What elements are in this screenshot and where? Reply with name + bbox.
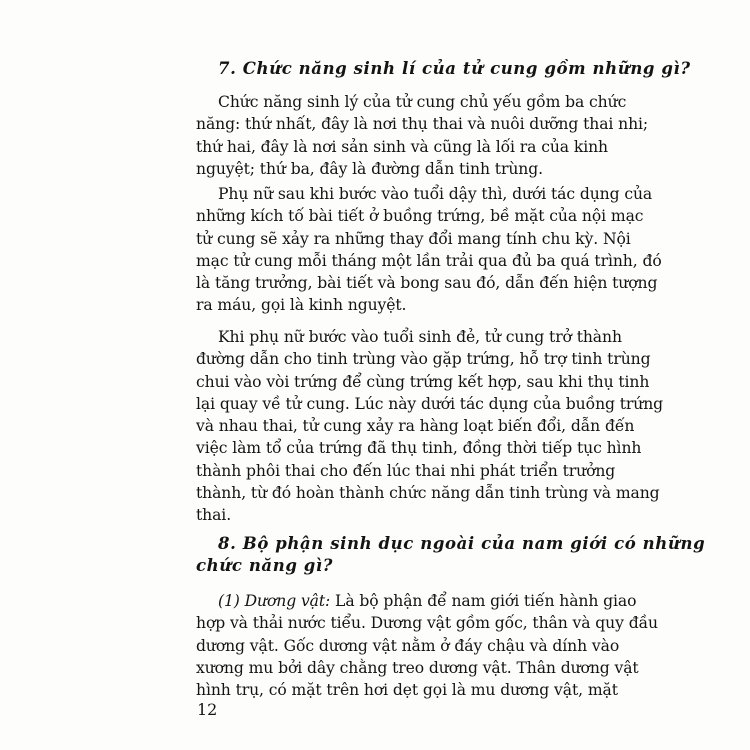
text-line: xương mu bởi dây chằng treo dương vật. Thân dương vật [196, 658, 639, 677]
text-line: tử cung sẽ xảy ra những thay đổi mang tính chu kỳ. Nội [196, 229, 631, 248]
text-line: thành, từ đó hoàn thành chức năng dẫn tinh trùng và mang [196, 484, 660, 503]
section-8 [196, 533, 706, 578]
text-line: lại quay về tử cung. Lúc này dưới tác dụng của buồng trứng [196, 394, 664, 413]
text-line: Phụ nữ sau khi bước vào tuổi dậy thì, dưới tác dụng của [218, 185, 653, 203]
text-line: việc làm tổ của trứng đã thụ tinh, đồng thời tiếp tục hình [196, 439, 642, 458]
text-line: dương vật. Gốc dương vật nằm ở đáy chậu và dính vào [196, 636, 620, 655]
text-line: hình trụ, có mặt trên hơi dẹt gọi là mu dương vật, mặt [196, 681, 618, 700]
text-line: Khi phụ nữ bước vào tuổi sinh đẻ, tử cung trở thành [218, 328, 622, 346]
text-line: hợp và thải nước tiểu. Dương vật gồm gốc, thân và quy đầu [196, 614, 658, 633]
paragraph [196, 91, 649, 180]
section-heading: 8. Bộ phận sinh dục ngoài của nam giới có những [218, 534, 706, 553]
text-line: nguyệt; thứ ba, đây là đường dẫn tinh trùng. [196, 159, 543, 178]
text-span: Là bộ phận để nam giới tiến hành giao [330, 592, 637, 610]
text-line: năng: thứ nhất, đây là nơi thụ thai và nuôi dưỡng thai nhi; [196, 115, 649, 134]
text-line: thành phôi thai cho đến lúc thai nhi phát triển trưởng [196, 461, 616, 480]
text-line: và nhau thai, tử cung xảy ra hàng loạt biến đổi, dẫn đến [196, 417, 635, 436]
page-number: 12 [197, 700, 218, 719]
text-line: thai. [196, 506, 232, 525]
text-line: là tăng trưởng, bài tiết và bong sau đó, dẫn đến hiện tượng [196, 274, 658, 293]
text-line: chui vào vòi trứng để cùng trứng kết hợp, sau khi thụ tinh [196, 372, 650, 391]
text-line: đường dẫn cho tinh trùng vào gặp trứng, hỗ trợ tinh trùng [196, 350, 651, 369]
paragraph [196, 183, 662, 317]
text-line: mạc tử cung mỗi tháng một lần trải qua đủ ba quá trình, đó [196, 251, 662, 270]
text-line: Chức năng sinh lý của tử cung chủ yếu gồm ba chức [218, 93, 627, 111]
text-line: ra máu, gọi là kinh nguyệt. [196, 296, 407, 315]
text-line: thứ hai, đây là nơi sản sinh và cũng là lối ra của kinh [196, 137, 608, 156]
text-line [196, 590, 637, 612]
paragraph [196, 590, 658, 701]
section-7 [196, 58, 691, 80]
paragraph [196, 326, 664, 527]
section-heading: chức năng gì? [196, 556, 334, 576]
term-label: (1) Dương vật: [218, 592, 331, 610]
section-heading: 7. Chức năng sinh lí của tử cung gồm những gì? [218, 59, 691, 78]
text-line: những kích tố bài tiết ở buồng trứng, bề mặt của nội mạc [196, 207, 644, 226]
